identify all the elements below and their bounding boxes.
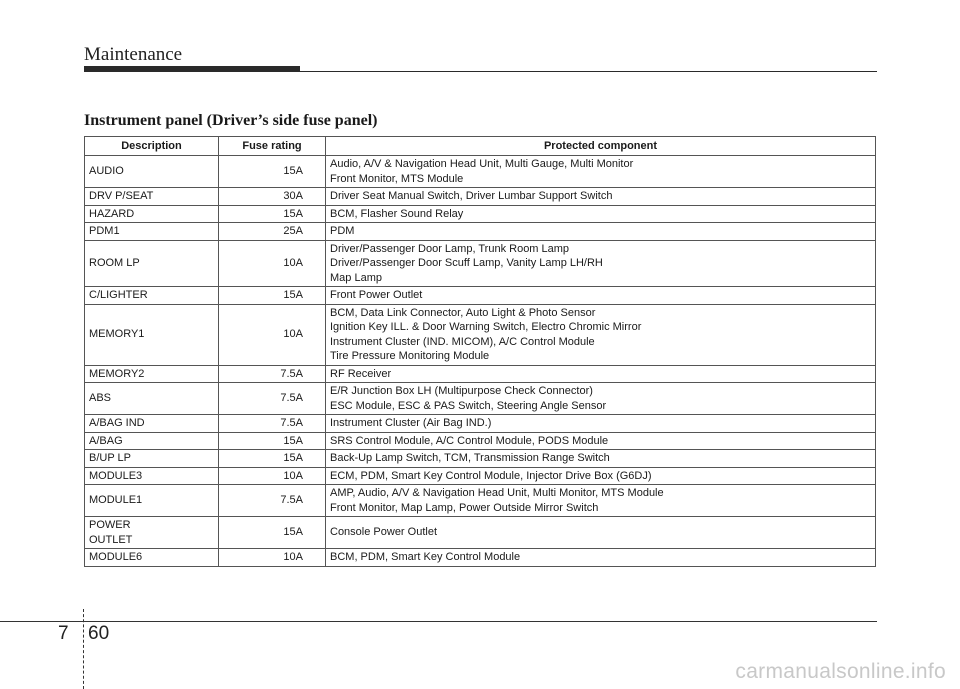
component-line: AMP, Audio, A/V & Navigation Head Unit, Multi Monitor, MTS Module (330, 487, 664, 499)
header-title: Maintenance (84, 44, 183, 65)
description-line: A/BAG IND (89, 417, 145, 429)
component-line: Map Lamp (330, 271, 382, 284)
table-row (85, 304, 876, 365)
component-line: Audio, A/V & Navigation Head Unit, Multi Gauge, Multi Monitor (330, 158, 634, 170)
cell-description (85, 365, 219, 383)
footer-divider (83, 609, 84, 689)
cell-protected-component (326, 467, 876, 485)
column-header-fuse-rating: Fuse rating (219, 137, 326, 156)
component-line: SRS Control Module, A/C Control Module, PODS Module (330, 434, 609, 447)
table-row (85, 188, 876, 206)
component-line: Driver Seat Manual Switch, Driver Lumbar Support Switch (330, 190, 613, 202)
component-line: BCM, Flasher Sound Relay (330, 207, 464, 220)
cell-description (85, 240, 219, 287)
cell-protected-component (326, 156, 876, 188)
cell-protected-component (326, 365, 876, 383)
table-row (85, 365, 876, 383)
table-row (85, 415, 876, 433)
cell-fuse-rating: 7.5A (219, 485, 326, 517)
cell-protected-component (326, 188, 876, 206)
description-line: MODULE1 (89, 494, 143, 507)
cell-description (85, 383, 219, 415)
cell-description (85, 223, 219, 241)
cell-description (85, 549, 219, 567)
table-row (85, 485, 876, 517)
header-rule-thin (300, 71, 877, 72)
cell-description (85, 485, 219, 517)
cell-fuse-rating: 10A (219, 467, 326, 485)
cell-protected-component (326, 287, 876, 305)
cell-protected-component (326, 223, 876, 241)
table-row (85, 517, 876, 549)
cell-description (85, 517, 219, 549)
table-row (85, 450, 876, 468)
table-row (85, 383, 876, 415)
cell-protected-component (326, 485, 876, 517)
component-line: PDM (330, 225, 355, 237)
cell-description (85, 188, 219, 206)
column-header-description: Description (85, 137, 219, 156)
description-line: C/LIGHTER (89, 289, 148, 301)
table-row (85, 240, 876, 287)
component-line: ECM, PDM, Smart Key Control Module, Injector Drive Box (G6DJ) (330, 469, 652, 482)
component-line: ESC Module, ESC & PAS Switch, Steering Angle Sensor (330, 399, 607, 412)
component-line: Front Power Outlet (330, 289, 423, 301)
cell-fuse-rating: 30A (219, 188, 326, 206)
fuse-table (84, 136, 876, 567)
description-line: PDM1 (89, 225, 120, 237)
component-line: Console Power Outlet (330, 526, 437, 539)
table-row (85, 549, 876, 567)
cell-fuse-rating: 15A (219, 432, 326, 450)
description-line: B/UP LP (89, 452, 131, 464)
fuse-table-body (85, 156, 876, 567)
component-line: Instrument Cluster (IND. MICOM), A/C Control Module (330, 335, 595, 348)
component-line: E/R Junction Box LH (Multipurpose Check Connector) (330, 385, 593, 397)
cell-fuse-rating: 15A (219, 287, 326, 305)
cell-fuse-rating: 7.5A (219, 383, 326, 415)
cell-protected-component (326, 240, 876, 287)
cell-description (85, 450, 219, 468)
component-line: Driver/Passenger Door Scuff Lamp, Vanity Lamp LH/RH (330, 257, 603, 269)
cell-fuse-rating: 15A (219, 156, 326, 188)
cell-description (85, 156, 219, 188)
page-number: 60 (88, 623, 110, 644)
chapter-number: 7 (58, 623, 69, 644)
footer-rule (0, 621, 877, 622)
cell-protected-component (326, 432, 876, 450)
cell-description (85, 287, 219, 305)
table-row (85, 223, 876, 241)
cell-description (85, 467, 219, 485)
table-row (85, 467, 876, 485)
cell-description (85, 304, 219, 365)
cell-protected-component (326, 205, 876, 223)
description-line: POWER (89, 519, 131, 531)
header-rule-thick (84, 66, 300, 72)
component-line: Ignition Key ILL. & Door Warning Switch, Electro Chromic Mirror (330, 321, 642, 333)
cell-fuse-rating: 10A (219, 240, 326, 287)
component-line: Front Monitor, Map Lamp, Power Outside Mirror Switch (330, 501, 599, 514)
component-line: Tire Pressure Monitoring Module (330, 350, 490, 362)
cell-fuse-rating: 15A (219, 205, 326, 223)
component-line: Instrument Cluster (Air Bag IND.) (330, 417, 492, 429)
component-line: RF Receiver (330, 367, 392, 380)
component-line: Front Monitor, MTS Module (330, 172, 464, 185)
cell-fuse-rating: 10A (219, 549, 326, 567)
cell-protected-component (326, 383, 876, 415)
table-row (85, 432, 876, 450)
description-line: A/BAG (89, 434, 123, 447)
table-row (85, 287, 876, 305)
description-line: OUTLET (89, 533, 133, 546)
cell-protected-component (326, 415, 876, 433)
cell-protected-component (326, 549, 876, 567)
description-line: AUDIO (89, 165, 124, 178)
component-line: BCM, PDM, Smart Key Control Module (330, 551, 521, 563)
description-line: ROOM LP (89, 257, 140, 269)
cell-fuse-rating: 15A (219, 450, 326, 468)
cell-description (85, 415, 219, 433)
description-line: MODULE6 (89, 551, 143, 563)
section-title: Instrument panel (Driver’s side fuse panel) (84, 112, 378, 129)
cell-fuse-rating: 7.5A (219, 365, 326, 383)
cell-fuse-rating: 7.5A (219, 415, 326, 433)
description-line: HAZARD (89, 207, 135, 220)
component-line: Driver/Passenger Door Lamp, Trunk Room Lamp (330, 242, 570, 255)
cell-fuse-rating: 15A (219, 517, 326, 549)
watermark: carmanualsonline.info (735, 660, 946, 683)
table-row (85, 156, 876, 188)
cell-protected-component (326, 304, 876, 365)
column-header-protected-component: Protected component (326, 137, 876, 156)
table-header-row (85, 137, 876, 156)
description-line: ABS (89, 392, 112, 405)
cell-protected-component (326, 450, 876, 468)
description-line: MEMORY2 (89, 367, 145, 380)
description-line: DRV P/SEAT (89, 190, 154, 202)
cell-description (85, 205, 219, 223)
component-line: Back-Up Lamp Switch, TCM, Transmission Range Switch (330, 452, 610, 464)
table-row (85, 205, 876, 223)
cell-description (85, 432, 219, 450)
cell-protected-component (326, 517, 876, 549)
cell-fuse-rating: 25A (219, 223, 326, 241)
component-line: BCM, Data Link Connector, Auto Light & Photo Sensor (330, 306, 596, 319)
description-line: MEMORY1 (89, 328, 145, 341)
description-line: MODULE3 (89, 469, 143, 482)
cell-fuse-rating: 10A (219, 304, 326, 365)
